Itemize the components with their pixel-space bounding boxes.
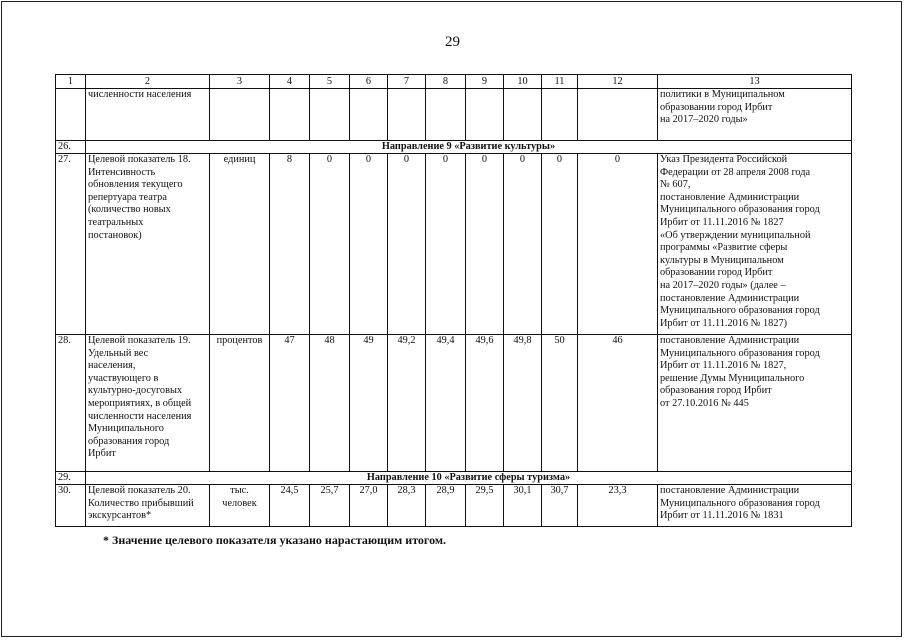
- value-cell: 24,5: [270, 485, 310, 527]
- header-cell: 1: [56, 75, 86, 89]
- value-cell: 0: [426, 154, 466, 335]
- header-cell: 11: [542, 75, 578, 89]
- value-cell: 47: [270, 335, 310, 472]
- value-cell: 49,2: [388, 335, 426, 472]
- indicator-cell: Целевой показатель 20. Количество прибывший экскурсантов*: [86, 485, 210, 527]
- value-cell: 0: [578, 154, 658, 335]
- header-cell: 9: [466, 75, 504, 89]
- value-cell: 29,5: [466, 485, 504, 527]
- header-cell: 6: [350, 75, 388, 89]
- indicator-cell: численности населения: [86, 89, 210, 141]
- header-cell: 5: [310, 75, 350, 89]
- basis-cell: политики в Муниципальном образовании город Ирбит на 2017–2020 годы»: [658, 89, 852, 141]
- value-cell: 0: [504, 154, 542, 335]
- basis-cell: Указ Президента Российской Федерации от 28 апреля 2008 года № 607, постановление Администрации Муниципального образования город Ирбит от 11.11.2016 № 1827 «Об утверждении муниципальной программы «Развитие сферы культуры в Муниципальном образовании город Ирбит на 2017–2020 годы» (далее – постановление Администрации Муниципального образования город Ирбит от 11.11.2016 № 1827): [658, 154, 852, 335]
- header-cell: 13: [658, 75, 852, 89]
- row-number: 29.: [56, 472, 86, 485]
- indicator-cell: Целевой показатель 18. Интенсивность обновления текущего репертуара театра (количество новых театральных постановок): [86, 154, 210, 335]
- header-row: [56, 75, 852, 89]
- table-row-27: [56, 154, 852, 335]
- header-cell: 7: [388, 75, 426, 89]
- value-cell: 0: [466, 154, 504, 335]
- value-cell: 0: [388, 154, 426, 335]
- unit-cell: единиц: [210, 154, 270, 335]
- unit-cell: тыс. человек: [210, 485, 270, 527]
- row-number: 26.: [56, 141, 86, 154]
- value-cell: 49: [350, 335, 388, 472]
- unit-cell: процентов: [210, 335, 270, 472]
- section-row-9: [56, 141, 852, 154]
- value-cell: 25,7: [310, 485, 350, 527]
- value-cell: 0: [542, 154, 578, 335]
- value-cell: 49,6: [466, 335, 504, 472]
- row-number: 28.: [56, 335, 86, 472]
- header-cell: 4: [270, 75, 310, 89]
- header-cell: 3: [210, 75, 270, 89]
- value-cell: 48: [310, 335, 350, 472]
- section-row-10: [56, 472, 852, 485]
- value-cell: 50: [542, 335, 578, 472]
- basis-cell: постановление Администрации Муниципального образования город Ирбит от 11.11.2016 № 1831: [658, 485, 852, 527]
- section-title: Направление 10 «Развитие сферы туризма»: [86, 472, 852, 485]
- table-row-28: [56, 335, 852, 472]
- value-cell: 28,9: [426, 485, 466, 527]
- page-number: 29: [445, 34, 460, 50]
- row-number: 27.: [56, 154, 86, 335]
- value-cell: 28,3: [388, 485, 426, 527]
- basis-cell: постановление Администрации Муниципального образования город Ирбит от 11.11.2016 № 1827, решение Думы Муниципального образования город Ирбит от 27.10.2016 № 445: [658, 335, 852, 472]
- indicator-cell: Целевой показатель 19. Удельный вес населения, участвующего в культурно-досуговых мероприятиях, в общей численности населения Муниципального образования город Ирбит: [86, 335, 210, 472]
- row-number: 30.: [56, 485, 86, 527]
- value-cell: 0: [350, 154, 388, 335]
- footnote: * Значение целевого показателя указано нарастающим итогом.: [103, 533, 447, 547]
- table-row-30: [56, 485, 852, 527]
- value-cell: 23,3: [578, 485, 658, 527]
- value-cell: 0: [310, 154, 350, 335]
- value-cell: 46: [578, 335, 658, 472]
- header-cell: 12: [578, 75, 658, 89]
- section-title: Направление 9 «Развитие культуры»: [86, 141, 852, 154]
- value-cell: 49,4: [426, 335, 466, 472]
- value-cell: 8: [270, 154, 310, 335]
- indicators-table: [55, 74, 852, 527]
- header-cell: 10: [504, 75, 542, 89]
- value-cell: 49,8: [504, 335, 542, 472]
- value-cell: 27,0: [350, 485, 388, 527]
- value-cell: 30,1: [504, 485, 542, 527]
- table-row-continuation: [56, 89, 852, 141]
- header-cell: 2: [86, 75, 210, 89]
- value-cell: 30,7: [542, 485, 578, 527]
- header-cell: 8: [426, 75, 466, 89]
